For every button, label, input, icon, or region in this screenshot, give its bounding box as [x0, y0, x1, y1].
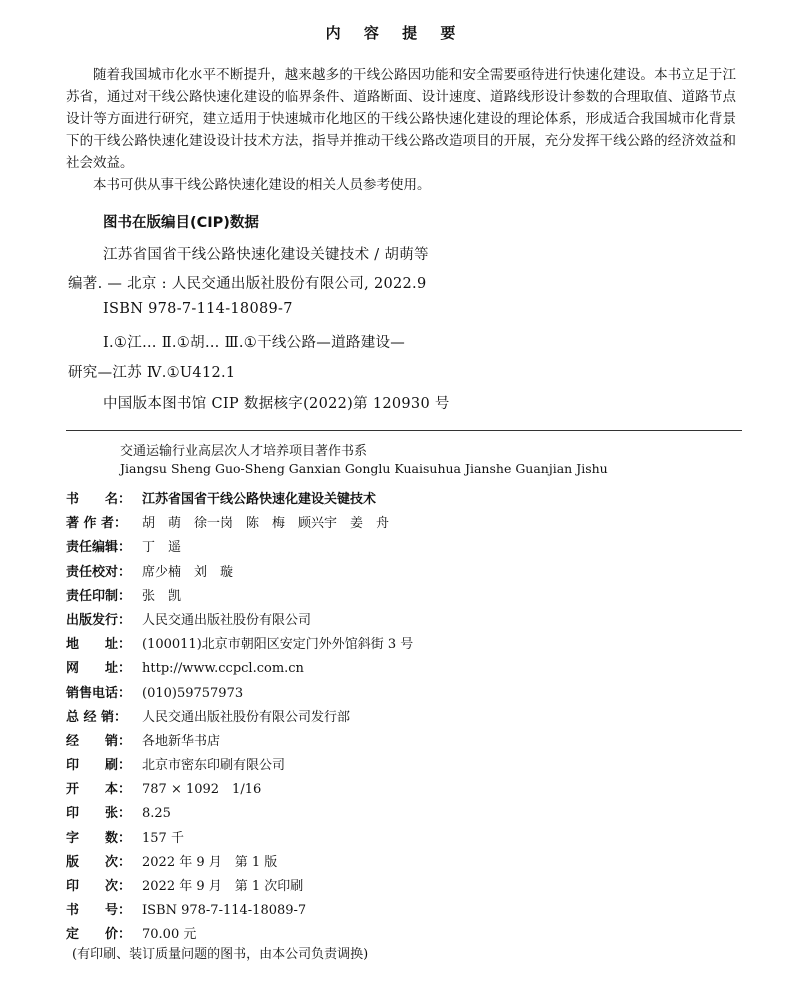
summary-paragraph-2: 本书可供从事干线公路快速化建设的相关人员参考使用。 — [93, 177, 431, 193]
info-value: 人民交通出版社股份有限公司 — [142, 612, 312, 628]
info-label: 书 名： — [66, 492, 132, 507]
info-row — [66, 851, 746, 875]
info-value: (100011)北京市朝阳区安定门外外馆斜街 3 号 — [142, 637, 414, 653]
info-value: 2022 年 9 月 第 1 次印刷 — [142, 879, 304, 894]
cip-line-3: ISBN 978-7-114-18089-7 — [103, 301, 293, 317]
info-row — [66, 657, 746, 681]
info-value: 2022 年 9 月 第 1 版 — [142, 854, 278, 870]
info-label: 字 数： — [66, 830, 132, 846]
divider-line — [66, 430, 742, 431]
info-value: (010)59757973 — [142, 685, 244, 701]
info-value: 丁 遥 — [142, 540, 182, 556]
series-pinyin: Jiangsu Sheng Guo-Sheng Ganxian Gonglu Kuaisuhua Jianshe Guanjian Jishu — [120, 461, 608, 476]
info-value: ISBN 978-7-114-18089-7 — [142, 903, 307, 919]
info-label: 版 次： — [66, 854, 132, 870]
info-value: 70.00 元 — [142, 927, 197, 943]
quality-note: (有印刷、装订质量问题的图书，由本公司负责调换) — [72, 947, 369, 962]
info-row — [66, 899, 746, 923]
cip-line-4: Ⅰ.①江… Ⅱ.①胡… Ⅲ.①干线公路—道路建设— — [103, 335, 406, 351]
info-value: 胡 萌 徐一岗 陈 梅 顾兴宇 姜 舟 — [142, 516, 390, 532]
cip-line-2: 编著. — 北京 : 人民交通出版社股份有限公司, 2022.9 — [68, 276, 427, 292]
info-row — [66, 609, 746, 633]
info-label: 著 作 者： — [66, 516, 128, 532]
info-label: 印 次： — [66, 879, 132, 894]
info-value: 8.25 — [142, 806, 171, 822]
info-row — [66, 706, 746, 730]
info-value: 787 × 1092 1/16 — [142, 782, 262, 798]
info-value: 张 凯 — [142, 588, 182, 604]
info-row — [66, 682, 746, 706]
cip-heading: 图书在版编目(CIP)数据 — [103, 215, 259, 231]
summary-title: 内 容 提 要 — [325, 24, 465, 42]
info-row — [66, 827, 746, 851]
info-row — [66, 778, 746, 802]
info-label: 责任印制： — [66, 588, 132, 604]
summary-block — [66, 64, 736, 196]
info-label: 印 刷： — [66, 758, 132, 774]
info-label: 书 号： — [66, 903, 132, 919]
info-label: 经 销： — [66, 733, 132, 749]
info-row — [66, 754, 746, 778]
cip-line-5: 研究—江苏 Ⅳ.①U412.1 — [68, 365, 236, 381]
info-label: 责任编辑： — [66, 540, 132, 556]
info-label: 责任校对： — [66, 564, 132, 580]
info-row — [66, 875, 746, 899]
info-label: 出版发行： — [66, 612, 132, 628]
info-value: 江苏省国省干线公路快速化建设关键技术 — [142, 492, 377, 507]
info-value: 北京市密东印刷有限公司 — [142, 758, 286, 774]
series-title: 交通运输行业高层次人才培养项目著作书系 — [120, 444, 368, 459]
info-row — [66, 730, 746, 754]
info-label: 定 价： — [66, 927, 132, 943]
info-row — [66, 536, 746, 560]
info-value: 人民交通出版社股份有限公司发行部 — [142, 709, 351, 725]
publication-info-list — [66, 488, 746, 948]
info-value: http://www.ccpcl.com.cn — [142, 661, 304, 677]
info-row — [66, 561, 746, 585]
info-label: 开 本： — [66, 782, 132, 798]
info-label: 印 张： — [66, 806, 132, 822]
info-value: 各地新华书店 — [142, 733, 221, 749]
info-value: 157 千 — [142, 830, 184, 846]
info-label: 总 经 销： — [66, 709, 128, 725]
info-label: 地 址： — [66, 637, 132, 653]
cip-line-6: 中国版本图书馆 CIP 数据核字(2022)第 120930 号 — [103, 396, 450, 412]
info-row — [66, 633, 746, 657]
info-label: 网 址： — [66, 661, 132, 677]
info-row — [66, 512, 746, 536]
info-row — [66, 802, 746, 826]
info-row — [66, 585, 746, 609]
cip-line-1: 江苏省国省干线公路快速化建设关键技术 / 胡萌等 — [103, 247, 429, 263]
info-label: 销售电话： — [66, 685, 132, 701]
info-value: 席少楠 刘 璇 — [142, 564, 234, 580]
summary-paragraph-1: 随着我国城市化水平不断提升，越来越多的干线公路因功能和安全需要亟待进行快速化建设。本书立足于江苏省，通过对干线公路快速化建设的临界条件、道路断面、设计速度、道路线形设计参数的合理取值、道路节点设计等方面进行研究，建立适用于快速城市化地区的干线公路快速化建设的理论体系，形成适合我国城市化背景下的干线公路快速化建设设计技术方法，指导并推动干线公路改造项目的开展，充分发挥干线公路的经济效益和社会效益。 — [66, 67, 736, 171]
info-row — [66, 488, 746, 512]
